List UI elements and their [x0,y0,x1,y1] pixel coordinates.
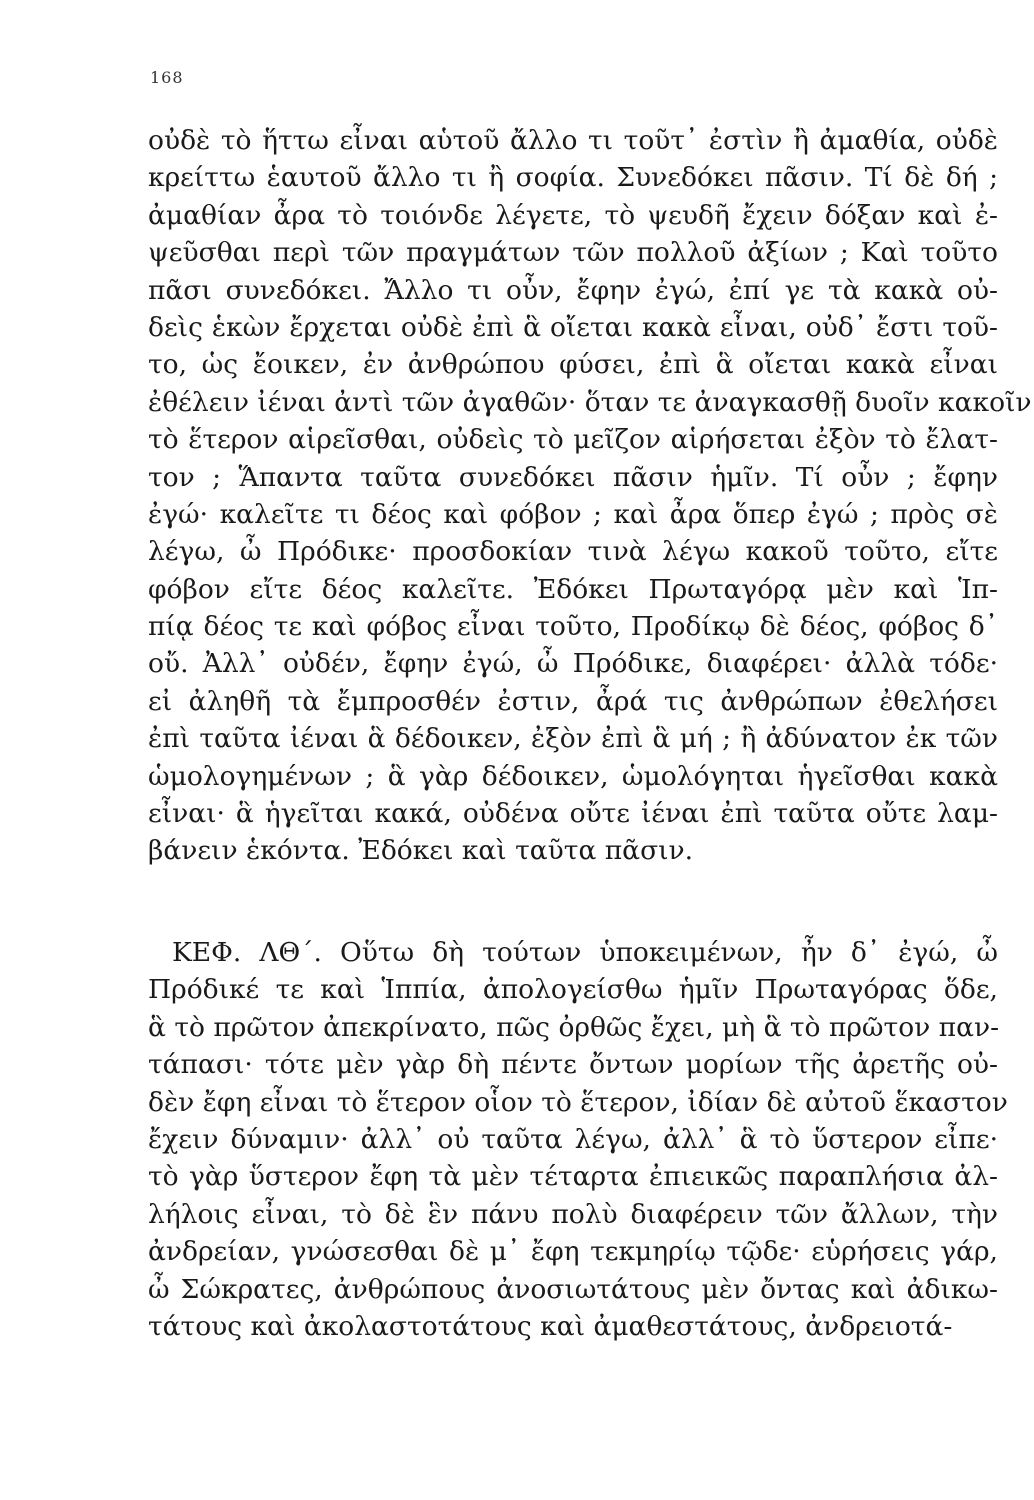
text-line: δὲν ἔφη εἶναι τὸ ἕτερον οἷον τὸ ἕτερον, ἰδίαν δὲ αὐτοῦ ἕκαστον [148,1086,1008,1118]
text-line: λέγω, ὦ Πρόδικε· προσδοκίαν τινὰ λέγω κακοῦ τοῦτο, εἴτε [148,536,998,568]
text-line: τὸ γὰρ ὕστερον ἔφη τὰ μὲν τέταρτα ἐπιεικῶς παραπλήσια ἀλ- [148,1161,998,1193]
text-line: εἶναι· ἃ ἡγεῖται κακά, οὐδένα οὔτε ἰέναι ἐπὶ ταῦτα οὔτε λαμ- [148,798,998,830]
text-line: κρείττω ἑαυτοῦ ἄλλο τι ἢ σοφία. Συνεδόκει πᾶσιν. Τί δὲ δή ; [148,162,998,194]
paragraph-2 [148,934,1008,1345]
text-line: ἐπὶ ταῦτα ἰέναι ἃ δέδοικεν, ἐξὸν ἐπὶ ἃ μή ; ἢ ἀδύνατον ἐκ τῶν [148,723,998,755]
text-line: τον ; Ἅπαντα ταῦτα συνεδόκει πᾶσιν ἡμῖν. Τί οὖν ; ἔφην [148,461,998,493]
text-line: πᾶσι συνεδόκει. Ἄλλο τι οὖν, ἔφην ἐγώ, ἐπί γε τὰ κακὰ οὐ- [148,274,998,306]
text-line: φόβον εἴτε δέος καλεῖτε. Ἐδόκει Πρωταγόρᾳ μὲν καὶ Ἱπ- [148,573,998,605]
text-line: ἀμαθίαν ἆρα τὸ τοιόνδε λέγετε, τὸ ψευδῆ ἔχειν δόξαν καὶ ἐ- [148,199,998,231]
text-line: ἐγώ· καλεῖτε τι δέος καὶ φόβον ; καὶ ἆρα ὅπερ ἐγώ ; πρὸς σὲ [148,498,998,530]
text-line: ἀνδρείαν, γνώσεσθαι δὲ μ᾽ ἔφη τεκμηρίῳ τῷδε· εὑρήσεις γάρ, [148,1236,998,1268]
text-line: ἃ τὸ πρῶτον ἀπεκρίνατο, πῶς ὀρθῶς ἔχει, μὴ ἃ τὸ πρῶτον παν- [148,1011,1000,1043]
text-line: το, ὡς ἔοικεν, ἐν ἀνθρώπου φύσει, ἐπὶ ἃ οἴεται κακὰ εἶναι [148,349,998,381]
text-line: λήλοις εἶναι, τὸ δὲ ἓν πάνυ πολὺ διαφέρειν τῶν ἄλλων, τὴν [148,1198,998,1230]
text-line: ἐθέλειν ἰέναι ἀντὶ τῶν ἀγαθῶν· ὅταν τε ἀναγκασθῇ δυοῖν κακοῖν [148,386,1032,418]
text-line: βάνειν ἑκόντα. Ἐδόκει καὶ ταῦτα πᾶσιν. [148,835,694,867]
page-number: 168 [150,68,184,87]
text-line: ΚΕΦ. ΛΘ΄. Οὕτω δὴ τούτων ὑποκειμένων, ἦν δ᾽ ἐγώ, ὦ [172,937,998,968]
text-line: τάτους καὶ ἀκολαστοτάτους καὶ ἀμαθεστάτους, ἀνδρειοτά- [148,1310,953,1342]
text-line: ἔχειν δύναμιν· ἀλλ᾽ οὐ ταῦτα λέγω, ἀλλ᾽ ἃ τὸ ὕστερον εἶπε· [148,1123,998,1155]
text-line: ὡμολογημένων ; ἃ γὰρ δέδοικεν, ὡμολόγηται ἡγεῖσθαι κακὰ [148,760,998,792]
text-line: ψεῦσθαι περὶ τῶν πραγμάτων τῶν πολλοῦ ἀξίων ; Καὶ τοῦτο [148,237,998,269]
text-line: εἰ ἀληθῆ τὰ ἔμπροσθέν ἐστιν, ἆρά τις ἀνθρώπων ἐθελήσει [148,685,998,717]
text-line: οὐδὲ τὸ ἥττω εἶναι αὑτοῦ ἄλλο τι τοῦτ᾽ ἐστὶν ἢ ἀμαθία, οὐδὲ [148,125,998,156]
text-line: τὸ ἕτερον αἱρεῖσθαι, οὐδεὶς τὸ μεῖζον αἱρήσεται ἐξὸν τὸ ἔλατ- [148,424,998,456]
text-line: τάπασι· τότε μὲν γὰρ δὴ πέντε ὄντων μορίων τῆς ἀρετῆς οὐ- [148,1049,998,1081]
text-line: πίᾳ δέος τε καὶ φόβος εἶναι τοῦτο, Προδίκῳ δὲ δέος, φόβος δ᾽ [148,611,998,643]
text-line: δεὶς ἑκὼν ἔρχεται οὐδὲ ἐπὶ ἃ οἴεται κακὰ εἶναι, οὐδ᾽ ἔστι τοῦ- [148,311,998,343]
paragraph-1 [148,122,1032,870]
text-line: Πρόδικέ τε καὶ Ἱππία, ἀπολογείσθω ἡμῖν Πρωταγόρας ὅδε, [148,974,998,1006]
text-line: οὔ. Ἀλλ᾽ οὐδέν, ἔφην ἐγώ, ὦ Πρόδικε, διαφέρει· ἀλλὰ τόδε· [148,648,998,680]
text-line: ὦ Σώκρατες, ἀνθρώπους ἀνοσιωτάτους μὲν ὄντας καὶ ἀδικω- [148,1273,998,1305]
